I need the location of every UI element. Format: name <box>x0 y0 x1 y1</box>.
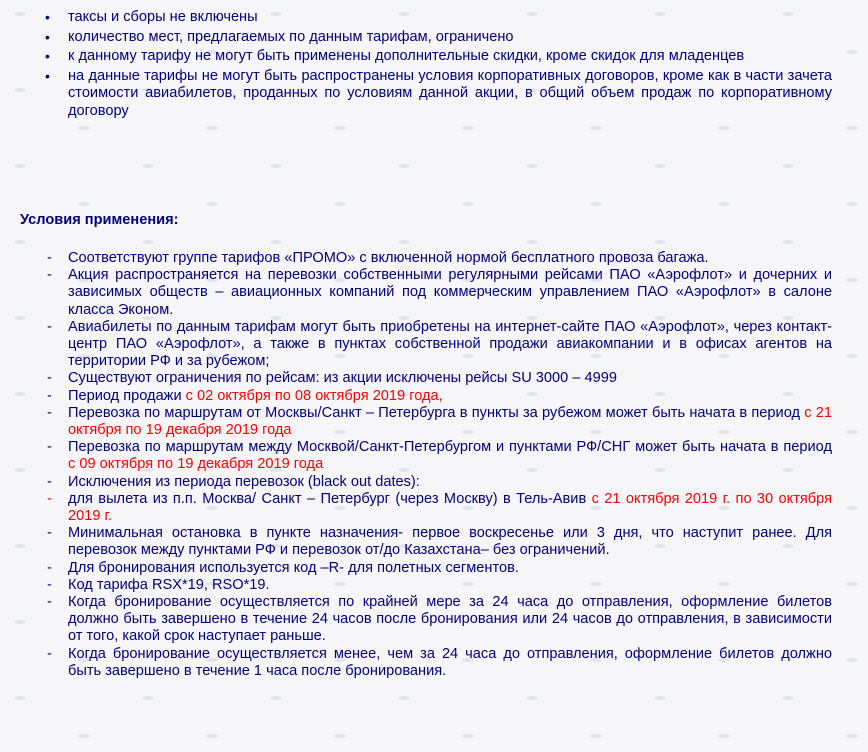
list-item-text: Минимальная остановка в пункте назначения- первое воскресенье или 3 дня, что наступит ранее. Для перевозок между пунктами РФ и перевозок от/до Казахстана– без ограничений. <box>68 525 832 559</box>
list-item <box>20 68 832 120</box>
list-item <box>20 525 832 559</box>
list-item-text: Когда бронирование осуществляется менее, чем за 24 часа до отправления, оформление билетов должно быть завершено в течение 1 часа после бронирования. <box>68 645 832 679</box>
dash-icon: - <box>47 576 52 593</box>
highlighted-date-range: с 21 октября по 19 декабря 2019 года <box>68 404 832 439</box>
list-item <box>20 474 832 491</box>
list-item <box>20 594 832 646</box>
list-item-text: Код тарифа RSX*19, RSO*19. <box>68 576 270 593</box>
list-item-text: Перевозка по маршрутам от Москвы/Санкт – Петербурга в пункты за рубежом может быть начата в период <box>68 404 805 421</box>
list-item-text: к данному тарифу не могут быть применены дополнительные скидки, кроме скидок для младенцев <box>68 48 745 65</box>
list-item <box>20 646 832 680</box>
list-item-text: Когда бронирование осуществляется по крайней мере за 24 часа до отправления, оформление билетов должно быть завершено в течение 24 часов после бронирования или 24 часов до отправления, в зависимости от того, какой срок наступает раньше. <box>68 594 832 645</box>
dash-icon: - <box>47 250 52 266</box>
list-item-text: Акция распространяется на перевозки собственными регулярными рейсами ПАО «Аэрофлот» и дочерних и зависимых обществ – авиационных компаний под коммерческим управлением ПАО «Аэрофлот» в салоне класса Эконом. <box>68 267 832 318</box>
bullet-icon: • <box>45 9 50 25</box>
list-item-text: таксы и сборы не включены <box>68 9 258 25</box>
bullet-icon: • <box>45 48 50 65</box>
list-item-text: Соответствуют группе тарифов «ПРОМО» с включенной нормой бесплатного провоза багажа. <box>68 250 709 266</box>
list-item <box>20 29 832 46</box>
section-title: Условия применения: <box>20 212 179 228</box>
list-item-text: Перевозка по маршрутам между Москвой/Санкт-Петербургом и пунктами РФ/СНГ может быть начата в период <box>68 439 832 456</box>
highlighted-date-range: с 09 октября по 19 декабря 2019 года <box>68 456 324 473</box>
fare-notes-list <box>20 9 832 120</box>
dash-icon: - <box>47 490 52 507</box>
list-item-punctuation: , <box>438 387 443 404</box>
document-body <box>20 9 833 679</box>
list-item <box>20 491 832 525</box>
dash-icon: - <box>47 387 52 404</box>
highlighted-date-range: с 21 октября 2019 г. по 30 октября 2019 г. <box>68 490 833 525</box>
dash-icon: - <box>47 525 52 542</box>
dash-icon: - <box>47 404 52 421</box>
list-item-text: количество мест, предлагаемых по данным тарифам, ограничено <box>68 28 514 45</box>
list-item <box>20 370 832 387</box>
dash-icon: - <box>47 439 52 456</box>
list-item <box>20 267 832 319</box>
list-item <box>20 48 832 65</box>
dash-icon: - <box>47 318 52 335</box>
bullet-icon: • <box>45 68 50 85</box>
list-item-text: Существуют ограничения по рейсам: из акции исключены рейсы SU 3000 – 4999 <box>68 370 617 387</box>
dash-icon: - <box>47 645 52 662</box>
dash-icon: - <box>47 594 52 611</box>
dash-icon: - <box>47 267 52 284</box>
list-item-text: Авиабилеты по данным тарифам могут быть приобретены на интернет-сайте ПАО «Аэрофлот», через контакт-центр ПАО «Аэрофлот», а также в пунктах собственной продажи авиакомпании и в офисах агентов на территории РФ и за рубежом; <box>68 318 832 370</box>
conditions-list <box>20 250 832 680</box>
list-item-text: Исключения из периода перевозок (black out dates): <box>68 473 420 490</box>
list-item-text: Период продажи <box>68 387 186 404</box>
highlighted-date-range: с 02 октября по 08 октября 2019 года <box>185 387 439 404</box>
list-item <box>20 405 832 439</box>
list-item <box>20 250 832 267</box>
dash-icon: - <box>47 370 52 387</box>
list-item-text: для вылета из п.п. Москва/ Санкт – Петербург (через Москву) в Тель-Авив <box>68 490 592 507</box>
list-item <box>20 439 832 473</box>
dash-icon: - <box>47 473 52 490</box>
list-item <box>20 577 832 594</box>
list-item <box>20 9 832 26</box>
list-item-text: Для бронирования используется код –R- для полетных сегментов. <box>68 559 519 576</box>
bullet-icon: • <box>45 28 50 45</box>
list-item <box>20 560 832 577</box>
dash-icon: - <box>47 559 52 576</box>
list-item <box>20 388 832 405</box>
list-item <box>20 319 832 371</box>
list-item-text: на данные тарифы не могут быть распространены условия корпоративных договоров, кроме как в части зачета стоимости авиабилетов, проданных по условиям данной акции, в общий объем продаж по корпоративному договору <box>68 68 832 119</box>
